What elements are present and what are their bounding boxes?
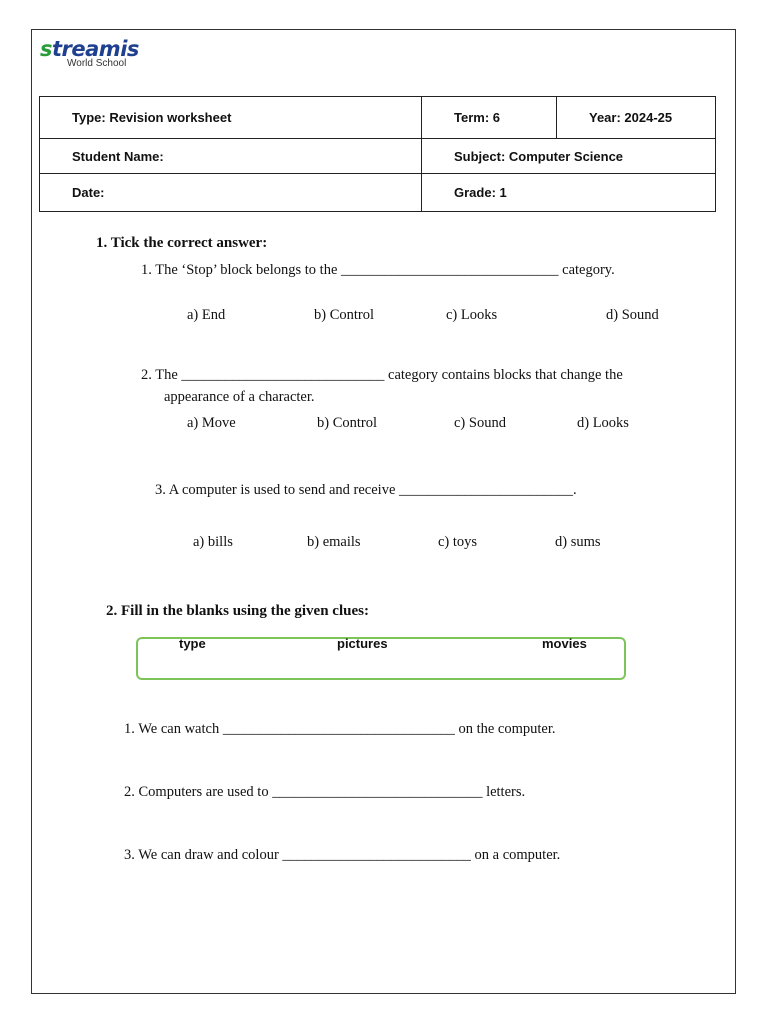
q2-option-a[interactable]: a) Move: [187, 415, 236, 431]
term-cell: Term: 6: [422, 97, 557, 139]
logo-subtitle: World School: [67, 58, 127, 69]
q1-option-d[interactable]: d) Sound: [606, 307, 659, 323]
worksheet-info-table: [39, 96, 716, 212]
q1-option-b[interactable]: b) Control: [314, 307, 375, 323]
clue-word-movies: movies: [542, 636, 587, 651]
type-cell: Type: Revision worksheet: [40, 97, 422, 139]
q1-option-a[interactable]: a) End: [187, 307, 226, 323]
section-2-title: 2. Fill in the blanks using the given clues:: [106, 603, 369, 619]
fill-blank-3: 3. We can draw and colour __________________________ on a computer.: [124, 847, 561, 863]
date-cell: Date:: [40, 174, 422, 212]
clue-word-pictures: pictures: [337, 636, 388, 651]
section-1-title: 1. Tick the correct answer:: [96, 235, 268, 251]
question-3-text: 3. A computer is used to send and receive ________________________.: [155, 482, 577, 498]
q3-option-c[interactable]: c) toys: [438, 534, 478, 550]
question-2-text-line2: appearance of a character.: [164, 389, 315, 405]
q2-option-b[interactable]: b) Control: [317, 415, 378, 431]
grade-cell: Grade: 1: [422, 174, 716, 212]
q1-option-c[interactable]: c) Looks: [446, 307, 498, 323]
q3-option-b[interactable]: b) emails: [307, 534, 361, 550]
q3-option-d[interactable]: d) sums: [555, 534, 601, 550]
fill-blank-1: 1. We can watch ________________________________ on the computer.: [124, 721, 556, 737]
year-cell: Year: 2024-25: [557, 97, 716, 139]
logo-brand: streamis: [40, 37, 139, 61]
q3-option-a[interactable]: a) bills: [193, 534, 233, 550]
question-2-text-line1: 2. The ____________________________ category contains blocks that change the: [141, 367, 623, 383]
q2-option-d[interactable]: d) Looks: [577, 415, 629, 431]
subject-cell: Subject: Computer Science: [422, 139, 716, 174]
q2-option-c[interactable]: c) Sound: [454, 415, 506, 431]
question-1-text: 1. The ‘Stop’ block belongs to the ______________________________ category.: [141, 262, 615, 278]
clue-word-type: type: [179, 636, 206, 651]
student-name-cell: Student Name:: [40, 139, 422, 174]
school-logo: [40, 37, 144, 70]
fill-blank-2: 2. Computers are used to _____________________________ letters.: [124, 784, 526, 800]
